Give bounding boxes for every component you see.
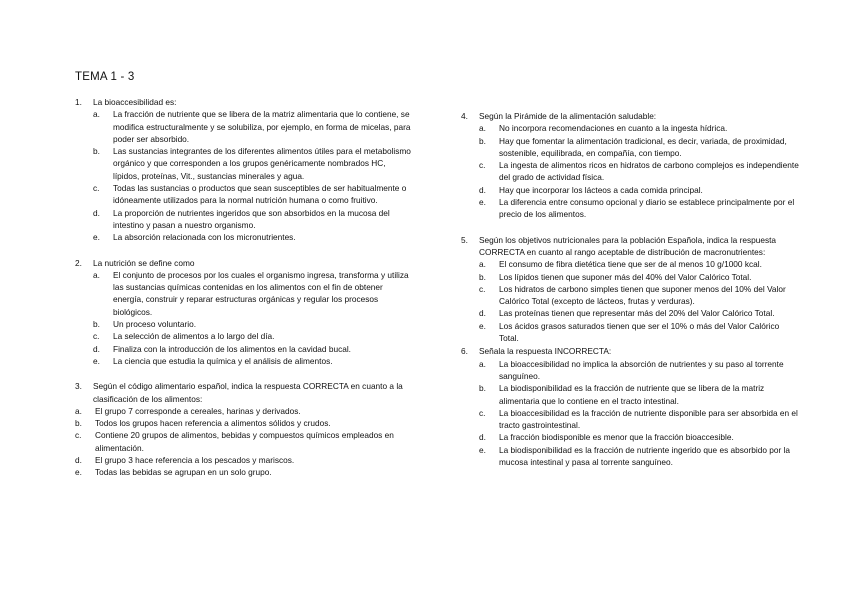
option-letter: b. (93, 146, 100, 157)
option-letter: c. (479, 160, 486, 171)
option-letter: c. (75, 430, 82, 441)
option-letter: e. (75, 467, 82, 478)
option-letter: b. (93, 319, 100, 330)
option-letter: d. (75, 455, 82, 466)
option-letter: d. (479, 432, 486, 443)
question-number: 1. (75, 97, 82, 107)
answer-option (479, 431, 801, 443)
right-column (461, 110, 801, 481)
option-text: La proporción de nutrientes ingeridos que son absorbidos en la mucosa del intestino y pasan a nuestro organismo. (113, 207, 390, 230)
answer-option (75, 466, 411, 478)
option-letter: a. (93, 269, 100, 280)
question-number: 2. (75, 257, 82, 268)
answer-option (93, 207, 411, 232)
option-letter: d. (479, 308, 486, 319)
answer-option (93, 145, 411, 182)
option-text: La fracción de nutriente que se libera de la matriz alimentaria que lo contiene, se modifica estructuralmente y se solubiliza, por ejemplo, en forma de micelas, para poder ser absorbido. (113, 109, 411, 144)
answer-option (479, 135, 801, 160)
option-letter: c. (93, 331, 100, 342)
option-text: Los ácidos grasos saturados tienen que ser el 10% o más del Valor Calórico Total. (499, 320, 780, 344)
question-1 (75, 96, 411, 244)
question-6 (461, 345, 801, 468)
answer-option (75, 417, 411, 429)
option-letter: c. (479, 283, 486, 294)
option-text: Hay que fomentar la alimentación tradicional, es decir, variada, de proximidad, sostenible, equilibrada, en compañía, con tiempo. (499, 135, 787, 158)
question-text: Según la Pirámide de la alimentación saludable: (479, 111, 657, 121)
answer-option (75, 405, 411, 417)
answer-option (75, 454, 411, 466)
answer-option (93, 182, 411, 207)
option-letter: d. (93, 207, 100, 218)
answer-option (479, 184, 801, 196)
question-2 (75, 257, 411, 368)
option-text: Las proteínas tienen que representar más del 20% del Valor Calórico Total. (499, 308, 775, 319)
option-text: El conjunto de procesos por los cuales el organismo ingresa, transforma y utiliza las sustancias químicas contenidas en los alimentos con el fin de obtener energía, construir y reparar estructuras orgánicas y regular los procesos biológicos. (113, 269, 409, 317)
option-text: La fracción biodisponible es menor que la fracción bioaccesible. (499, 432, 734, 443)
answer-option (75, 429, 411, 454)
option-text: La biodisponibilidad es la fracción de nutriente ingerido que es absorbido por la mucosa intestinal y pasa al torrente sanguíneo. (499, 444, 791, 468)
option-letter: e. (479, 320, 486, 331)
option-letter: c. (479, 407, 486, 418)
question-text: La nutrición se define como (93, 257, 195, 268)
option-letter: b. (479, 383, 486, 394)
option-text: La diferencia entre consumo opcional y diario se establece principalmente por el precio de los alimentos. (499, 197, 795, 220)
option-text: Los hidratos de carbono simples tienen que suponer menos del 10% del Valor Calórico Total (excepto de lácteos, frutas y verduras). (499, 283, 786, 307)
option-text: Hay que incorporar los lácteos a cada comida principal. (499, 184, 703, 195)
question-number: 5. (461, 234, 468, 245)
answer-option (479, 358, 801, 383)
question-4 (461, 110, 801, 221)
question-text: Según el código alimentario español, indica la respuesta CORRECTA en cuanto a la clasificación de los alimentos: (93, 381, 403, 404)
answer-option (479, 444, 801, 469)
option-letter: e. (479, 444, 486, 455)
option-text: Contiene 20 grupos de alimentos, bebidas y compuestos químicos empleados en alimentación. (95, 430, 394, 453)
page-title: TEMA 1 - 3 (75, 71, 135, 83)
answer-option (479, 258, 801, 270)
option-text: El grupo 3 hace referencia a los pescados y mariscos. (95, 455, 295, 466)
option-text: Finaliza con la introducción de los alimentos en la cavidad bucal. (113, 343, 351, 354)
option-letter: b. (75, 418, 82, 429)
option-text: La bioaccesibilidad es la fracción de nutriente disponible para ser absorbida en el tracto gastrointestinal. (499, 407, 798, 431)
option-text: La bioaccesibilidad no implica la absorción de nutrientes y su paso al torrente sanguíneo. (499, 358, 784, 381)
option-text: Todas las sustancias o productos que sean susceptibles de ser habitualmente o idóneamente utilizados para la normal nutrición humana o como fruitivo. (113, 183, 407, 206)
answer-option (93, 108, 411, 145)
option-letter: a. (93, 109, 100, 120)
option-letter: e. (479, 197, 486, 208)
option-text: La biodisponibilidad es la fracción de nutriente que se libera de la matriz alimentaria que lo contiene en el tracto intestinal. (499, 383, 765, 406)
option-text: El grupo 7 corresponde a cereales, harinas y derivados. (95, 405, 301, 416)
option-letter: a. (479, 123, 486, 134)
answer-option (479, 320, 801, 345)
question-number: 6. (461, 346, 468, 357)
option-letter: b. (479, 135, 486, 146)
answer-option (479, 407, 801, 432)
option-text: La ciencia que estudia la química y el análisis de alimentos. (113, 355, 333, 366)
option-letter: c. (93, 183, 100, 194)
option-text: Todas las bebidas se agrupan en un solo grupo. (95, 467, 272, 478)
question-5 (461, 234, 801, 345)
answer-option (93, 269, 411, 318)
option-text: Un proceso voluntario. (113, 319, 197, 330)
answer-option (479, 382, 801, 407)
answer-option (479, 122, 801, 134)
answer-option (93, 343, 411, 355)
answer-option (93, 231, 411, 243)
option-letter: b. (479, 271, 486, 282)
option-text: La ingesta de alimentos ricos en hidratos de carbono complejos es independiente del grado de actividad física. (499, 160, 799, 183)
option-letter: a. (75, 405, 82, 416)
question-text: La bioaccesibilidad es: (93, 97, 177, 107)
option-text: Todos los grupos hacen referencia a alimentos sólidos y crudos. (95, 418, 331, 429)
question-text: Señala la respuesta INCORRECTA: (479, 346, 612, 357)
option-text: Las sustancias integrantes de los diferentes alimentos útiles para el metabolismo orgánico y que corresponden a los grupos genéricamente nombrados HC, lípidos, proteínas, Vit., sustancias minerales y agua. (113, 146, 411, 181)
option-letter: e. (93, 232, 100, 243)
option-text: La selección de alimentos a lo largo del día. (113, 331, 275, 342)
option-text: El consumo de fibra dietética tiene que ser de al menos 10 g/1000 kcal. (499, 259, 762, 270)
option-text: La absorción relacionada con los micronutrientes. (113, 232, 296, 243)
answer-option (93, 330, 411, 342)
question-number: 3. (75, 381, 82, 392)
option-letter: e. (93, 355, 100, 366)
answer-option (93, 355, 411, 367)
answer-option (479, 271, 801, 283)
question-number: 4. (461, 111, 468, 121)
answer-option (479, 196, 801, 221)
option-letter: d. (479, 184, 486, 195)
answer-option (479, 283, 801, 308)
option-text: No incorpora recomendaciones en cuanto a la ingesta hídrica. (499, 123, 728, 134)
option-letter: a. (479, 358, 486, 369)
answer-option (93, 318, 411, 330)
answer-option (479, 159, 801, 184)
answer-option (479, 307, 801, 319)
option-text: Los lípidos tienen que suponer más del 40% del Valor Calórico Total. (499, 271, 752, 282)
option-letter: a. (479, 259, 486, 270)
question-text: Según los objetivos nutricionales para la población Española, indica la respuesta CORRECTA en cuanto al rango aceptable de distribución de macronutrientes: (479, 234, 777, 257)
left-column (75, 96, 411, 492)
question-3 (75, 380, 411, 478)
option-letter: d. (93, 343, 100, 354)
